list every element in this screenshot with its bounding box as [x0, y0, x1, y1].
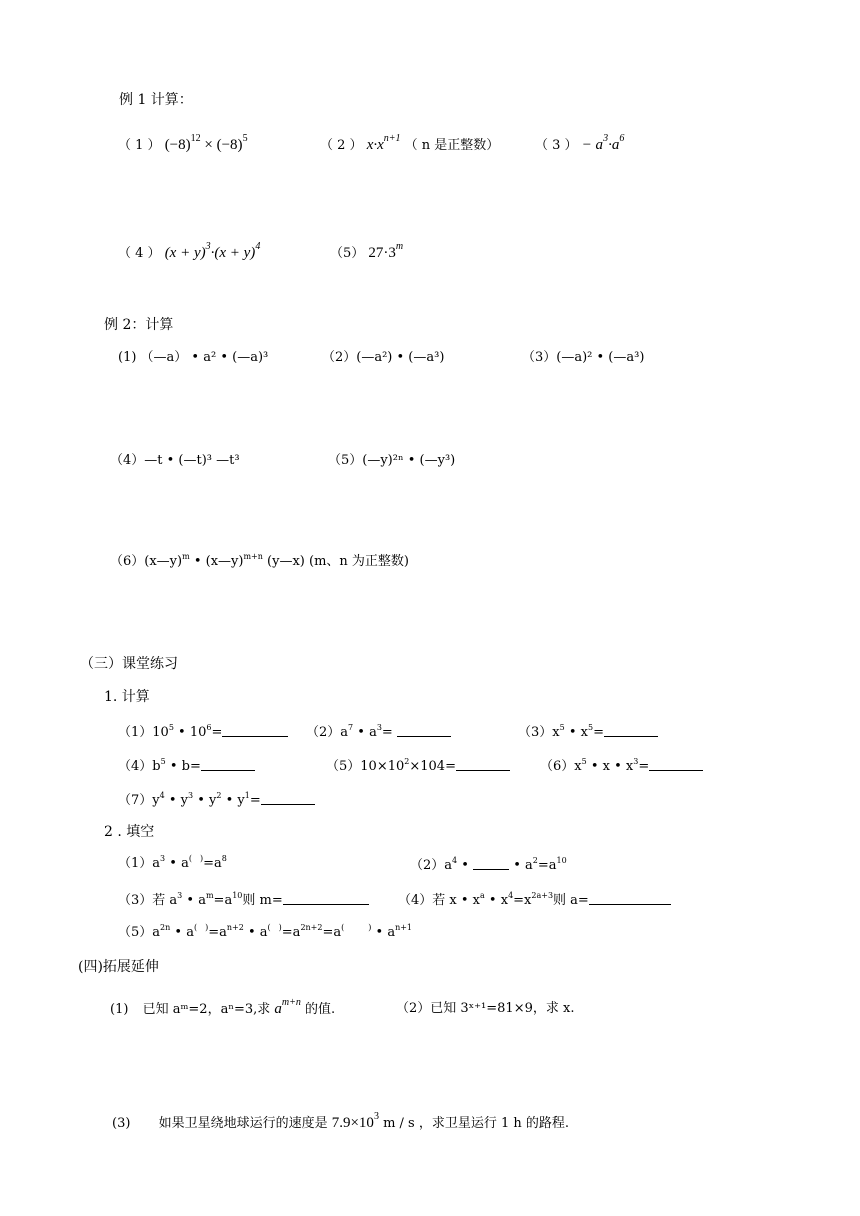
problem-text: 的值.: [305, 1002, 336, 1017]
problem-label: （1）: [118, 856, 153, 871]
math-expression: $7.9\times 10^3$: [331, 1111, 379, 1131]
example2-problem6: [110, 552, 409, 569]
section3-q2-title: 2 . 填空: [104, 824, 155, 840]
example2-problem5: （5）(—y)²ⁿ • (—y³): [328, 453, 456, 468]
problem-label: （3）: [518, 725, 553, 740]
fill-blank-5: $(5)a^{2n}$ • $a^{( )}=a^{n+2}$ • $a^{( )}=a^{2n+2}=a^{( )}$ • $a^{n+1}$: [118, 923, 413, 940]
problem-label: (1): [110, 1002, 129, 1017]
example1-problem1: [118, 133, 248, 153]
example1-title: 例 1 计算：: [119, 92, 193, 108]
problem-label: (3): [112, 1116, 131, 1131]
problem-label: （2）: [410, 858, 445, 873]
math-expression: (x—y)$^m$ • (x—y)$^{m+n}$ (y—x): [144, 552, 305, 569]
answer-blank[interactable]: [604, 724, 658, 737]
example2-problem4: （4）—t • (—t)³ —t³: [110, 453, 240, 468]
problem-note: （ n 是正整数）: [404, 138, 500, 153]
problem-label: （5）: [330, 246, 365, 261]
problem-label: （ 3 ）: [535, 138, 578, 153]
exercise-1-5: $(5)10\times 10^2\times 104=$: [326, 758, 510, 773]
problem-label: （ 4 ）: [118, 246, 161, 261]
problem-text: 已知 aᵐ=2，aⁿ=3,求: [142, 1002, 271, 1017]
extension-problem1: [110, 997, 336, 1017]
fill-blank-3: （3）若 $a^3$ • $a^m=a^{10}$则 m=: [118, 892, 369, 907]
math-expression: $x\cdot x^{n+1}$: [366, 133, 401, 153]
example1-problem3: [535, 133, 625, 153]
math-expression: − $a^3\cdot a^6$: [581, 133, 625, 153]
section3-title: （三）课堂练习: [80, 656, 178, 672]
problem-label: （3）若: [118, 893, 166, 908]
problem-label: （4）: [118, 759, 153, 774]
problem-label: （ 2 ）: [320, 138, 363, 153]
exercise-1-1: $(1)10^5$ • $10^6=$: [118, 724, 288, 739]
answer-blank[interactable]: [649, 758, 703, 771]
exercise-1-3: $(3)x^5$ • $x^5=$: [518, 724, 658, 739]
answer-blank[interactable]: [283, 892, 369, 905]
problem-text: 如果卫星绕地球运行的速度是: [158, 1116, 328, 1131]
extension-problem3: [112, 1111, 570, 1131]
problem-label: （6）: [540, 759, 575, 774]
answer-blank[interactable]: [261, 792, 315, 805]
answer-blank[interactable]: [473, 857, 509, 870]
problem-label: （4）若: [398, 893, 446, 908]
problem-label: （5）: [118, 925, 153, 940]
math-expression: $27\cdot 3^m$: [368, 241, 404, 261]
math-expression: $(x + y)^3\cdot(x + y)^4$: [164, 241, 261, 261]
answer-blank[interactable]: [397, 724, 451, 737]
example1-problem2: [320, 133, 500, 153]
answer-blank[interactable]: [222, 724, 288, 737]
problem-label: （1）: [118, 725, 153, 740]
fill-blank-4: （4）若 x • $x^a$ • $x^4=x^{2a+3}$则 a=: [398, 892, 671, 907]
problem-text: m / s ，求卫星运行 1 h 的路程.: [383, 1116, 570, 1131]
problem-text: 则 m=: [242, 893, 283, 908]
exercise-1-4: $(4)b^5$ • b=: [118, 758, 255, 773]
exercise-1-6: $(6)x^5$ • x • $x^3=$: [540, 758, 703, 773]
answer-blank[interactable]: [201, 758, 255, 771]
problem-label: （5）: [326, 759, 361, 774]
example1-problem5: [330, 241, 404, 261]
exercise-1-2: $(2)a^7$ • $a^3=$: [306, 724, 451, 739]
problem-label: （7）: [118, 793, 153, 808]
fill-blank-1: $(1)a^3$ • $a^{( )}=a^8$: [118, 854, 227, 871]
problem-label: （2）: [306, 725, 341, 740]
fill-blank-2: $(2)a^4$ • • $a^2=a^{10}$: [410, 856, 567, 873]
problem-note: (m、n 为正整数): [309, 554, 409, 569]
math-expression: $a^{m+n}$: [274, 997, 301, 1017]
section3-q1-title: 1. 计算: [104, 689, 150, 705]
example1-problem4: [118, 241, 261, 261]
example2-problem3: （3）(—a)² • (—a³): [522, 350, 645, 365]
answer-blank[interactable]: [589, 892, 671, 905]
example2-title: 例 2：计算: [104, 317, 174, 333]
extension-problem2: （2）已知 3ˣ⁺¹=81×9，求 x.: [396, 1001, 575, 1016]
problem-text: 则 a=: [553, 893, 589, 908]
answer-blank[interactable]: [456, 758, 510, 771]
problem-label: （ 1 ）: [118, 138, 161, 153]
problem-label: （6）: [110, 554, 145, 569]
example2-problem2: （2）(—a²) • (—a³): [322, 350, 445, 365]
example2-problem1: (1) （—a） • a² • (—a)³: [118, 350, 269, 365]
exercise-1-7: $(7)y^4$ • $y^3$ • $y^2$ • $y^1=$: [118, 792, 315, 807]
math-expression: $(-8)^{12} \times (-8)^5$: [164, 133, 248, 153]
section4-title: (四)拓展延伸: [78, 959, 159, 975]
